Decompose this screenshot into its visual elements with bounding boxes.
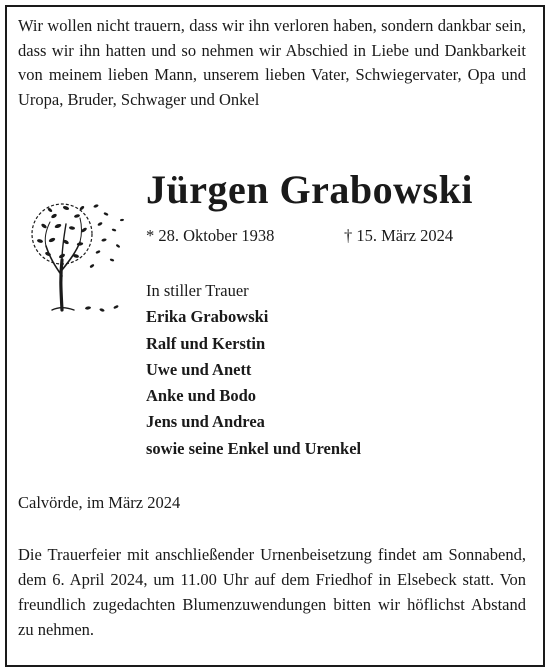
place-date: Calvörde, im März 2024 <box>18 493 181 512</box>
mourners-intro: In stiller Trauer <box>146 281 249 300</box>
mourners-list <box>146 278 361 462</box>
death-date: † 15. März 2024 <box>344 226 454 245</box>
windblown-tree-icon <box>22 186 132 326</box>
life-dates <box>146 226 454 246</box>
birth-date: * 28. Oktober 1938 <box>146 226 275 245</box>
service-text: Die Trauerfeier mit anschließender Urnenbeisetzung findet am Sonnabend, dem 6. April 2024, um 11.00 Uhr auf dem Friedhof in Elsebeck statt. Von freundlich zugedachten Blumenzuwendungen bitten wir höflichst Abstand zu nehmen. <box>18 545 526 639</box>
mourner-name: Anke und Bodo <box>146 386 257 406</box>
mourner-name: sowie seine Enkel und Urenkel <box>146 438 362 458</box>
intro-text: Wir wollen nicht trauern, dass wir ihn verloren haben, sondern dankbar sein, dass wir ihn hatten und so nehmen wir Abschied in Liebe und Dankbarkeit von meinem lieben Mann, unserem lieben Vater, Schwiegervater, Opa und Uropa, Bruder, Schwager und Onkel <box>18 16 526 109</box>
mourner-name: Erika Grabowski <box>146 307 269 327</box>
deceased-name: Jürgen Grabowski <box>146 167 473 212</box>
mourner-name: Ralf und Kerstin <box>146 333 266 353</box>
mourner-name: Uwe und Anett <box>146 359 252 379</box>
mourner-name: Jens und Andrea <box>146 412 265 432</box>
